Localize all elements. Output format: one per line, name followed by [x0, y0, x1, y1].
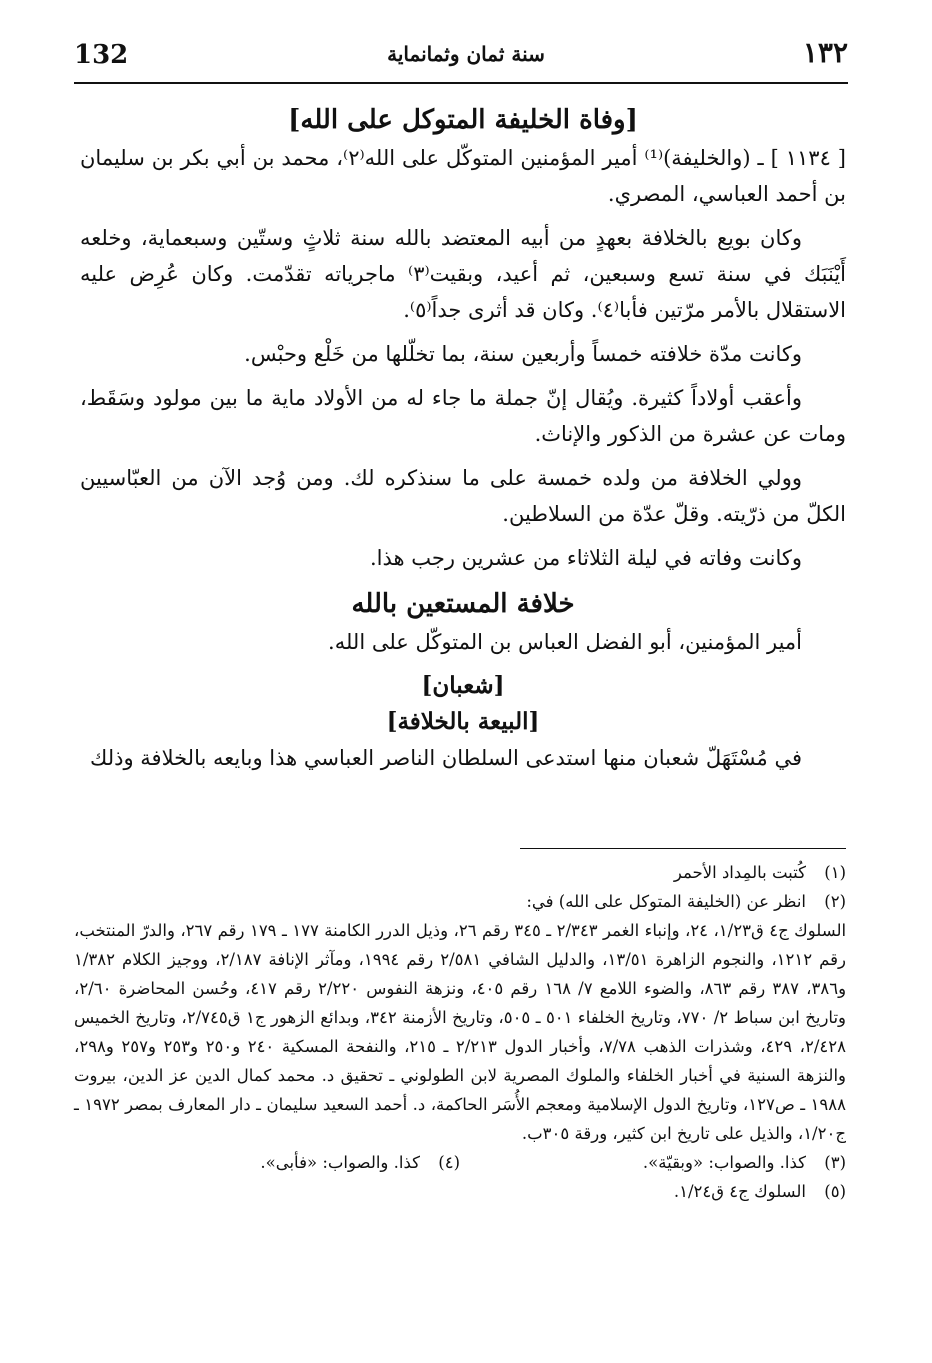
footnote-3	[460, 1148, 846, 1177]
subheading-allegiance: [البيعة بالخلافة]	[386, 708, 540, 735]
footnote-text: كذا. والصواب: «فأبى».	[260, 1153, 420, 1172]
header-rule	[74, 82, 848, 84]
footnotes-3-4	[74, 1148, 846, 1177]
footnote-2-sources	[74, 916, 846, 1148]
running-title: سنة ثمان وثمانماية	[387, 42, 545, 66]
footnote-text: كذا. والصواب: «وبقيّة».	[642, 1153, 806, 1172]
paragraph-allegiance: وكان بويع بالخلافة بعهدٍ من أبيه المعتضد بالله سنة ثلاثٍ وستّين وسبعماية، وخلعه أَيْنَبَك في سنة تسع وسبعين، ثم أعيد، وبقيت⁽٣⁾ ماجرياته تقدّمت. وكان عُرِض عليه الاستقلال بالأمر مرّتين فأبا⁽٤⁾. وكان قد أثرى جداً⁽٥⁾.	[80, 226, 846, 322]
footnote-number: (٢)	[824, 892, 846, 911]
footnote-1	[74, 858, 846, 887]
footnote-4	[74, 1148, 460, 1177]
section-heading-caliphate: خلافة المستعين بالله	[351, 589, 575, 619]
main-text	[80, 100, 846, 784]
footnote-text: كُتبت بالمِداد الأحمر	[673, 863, 806, 882]
section-heading-death: [وفاة الخليفة المتوكل على الله]	[288, 105, 638, 135]
footnote-number: (٥)	[824, 1182, 846, 1201]
paragraph-successors: وولي الخلافة من ولده خمسة على ما سنذكره لك. ومن وُجد الآن من العبّاسيين الكلّ من ذرّيته. وقلّ عدّة من السلاطين.	[80, 466, 846, 526]
footnote-text: انظر عن (الخليفة المتوكل على الله) في:	[526, 892, 806, 911]
entry-paragraph: [ ١١٣٤ ] ـ (والخليفة)⁽¹⁾ أمير المؤمنين المتوكّل على الله⁽٢⁾، محمد بن أبي بكر بن سليمان بن أحمد العباسي، المصري.	[80, 146, 846, 206]
footnote-2	[74, 887, 846, 916]
paragraph-death: وكانت وفاته في ليلة الثلاثاء من عشرين رجب هذا.	[369, 546, 802, 570]
paragraph-children: وأعقب أولاداً كثيرة. ويُقال إنّ جملة ما جاء له من الأولاد ماية ما بين مولود وسَقَط، ومات عن عشرة من الذكور والإناث.	[80, 386, 846, 446]
footnote-number: (٣)	[824, 1153, 846, 1172]
subheading-shaban: [شعبان]	[421, 672, 505, 699]
footnotes	[74, 858, 846, 1206]
footnote-number: (٤)	[438, 1153, 460, 1172]
footnote-5	[74, 1177, 846, 1206]
footnote-number: (١)	[824, 863, 846, 882]
footnote-rule	[520, 848, 846, 849]
paragraph-duration: وكانت مدّة خلافته خمساً وأربعين سنة، بما تخلّلها من خَلْع وحبْس.	[244, 342, 802, 366]
paragraph-shaban: في مُسْتَهَلّ شعبان منها استدعى السلطان الناصر العباسي هذا وبايعه بالخلافة وذلك	[90, 746, 802, 770]
paragraph-caliph-name: أمير المؤمنين، أبو الفضل العباس بن المتوكّل على الله.	[328, 630, 802, 654]
page-number-latin: 132	[74, 40, 129, 70]
page-number-arabic: ١٣٢	[802, 36, 848, 69]
footnote-text: السلوك ج٤ ق١/٢٤.	[673, 1182, 806, 1201]
footnote-text: السلوك ج٤ ق١/٢٣، ٢٤، وإنباء الغمر ٢/٣٤٣ ـ ٣٤٥ رقم ٢٦، وذيل الدرر الكامنة ١٧٧ ـ ١٧٩ رقم ٢٦٧، والدرّ المنتخب، رقم ١٢١٢، والنجوم الزاهرة ١٣/٥١، والدليل الشافي ٢/٥٨١ رقم ١٩٩٤، ومآثر الإنافة ٢/١٨٧، ووجيز الكلام ١/٣٨٢ و٣٨٦، ٣٨٧ رقم ٨٦٣، والضوء اللامع ٧/ ١٦٨ رقم ٤٠٥، ونزهة النفوس ٢/٢٢٠ رقم ٤١٧، وحُسن المحاضرة ٢/٦٠، وتاريخ ابن سباط ٢/ ٧٧٠، وتاريخ الخلفاء ٥٠١ ـ ٥٠٥، وتاريخ الأزمنة ٣٤٢، وبدائع الزهور ج١ ق٢/٧٤٥، وتاريخ الخميس ٢/٤٢٨، ٤٢٩، وشذرات الذهب ٧/٧٨، وأخبار الدول ٢/٢١٣ ـ ٢١٥، والنفحة المسكية ٢٤٠ و٢٥٠ و٢٥٣ و٢٥٧ و٢٩٨، والنزهة السنية في أخبار الخلفاء والملوك المصرية لابن الطولوني ـ تحقيق د. محمد كمال الدين عز الدين، بيروت ١٩٨٨ ـ ص١٢٧، وتاريخ الدول الإسلامية ومعجم الأُسَر الحاكمة، د. أحمد السعيد سليمان ـ دار المعارف بمصر ١٩٧٢ ـ ج١/٢٠، والذيل على تاريخ ابن كثير، ورقة ٣٠٥ب.	[74, 921, 847, 1143]
